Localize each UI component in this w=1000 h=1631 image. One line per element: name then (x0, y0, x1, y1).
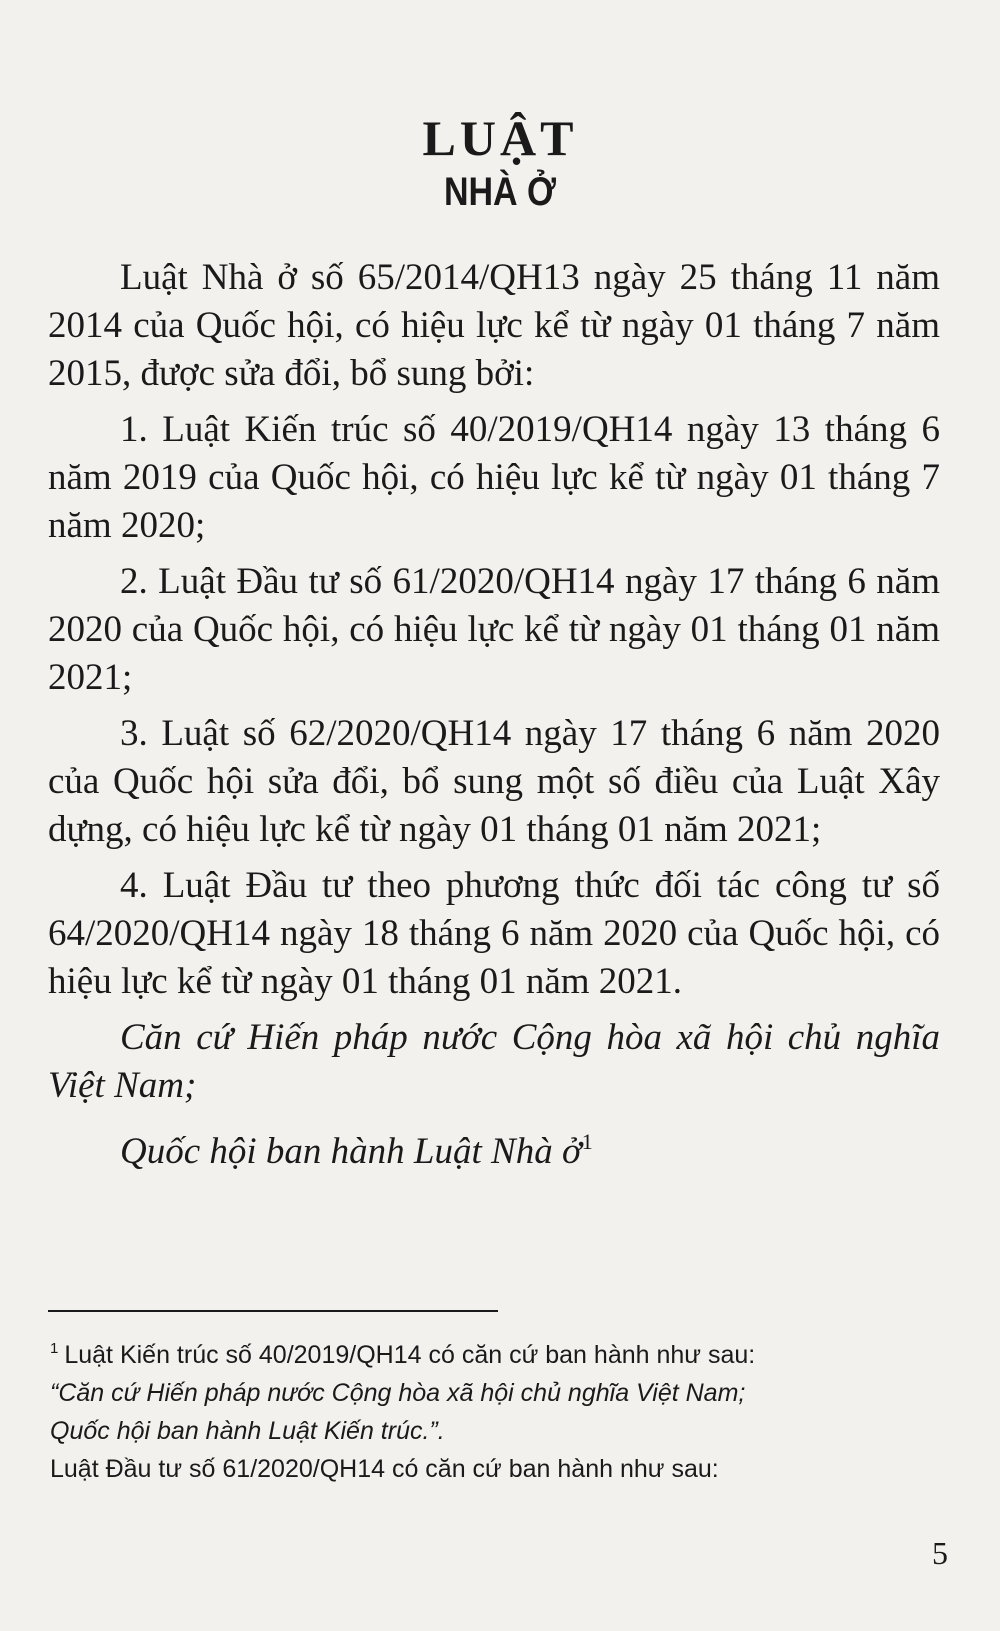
footnote-line: Quốc hội ban hành Luật Kiến trúc.”. (50, 1417, 445, 1445)
footnote-reference[interactable]: 1 (581, 1129, 593, 1154)
intro-paragraph: Luật Nhà ở số 65/2014/QH13 ngày 25 tháng 11 năm 2014 của Quốc hội, có hiệu lực kể từ ngày 01 tháng 7 năm 2015, được sửa đổi, bổ sung bởi: (48, 257, 940, 394)
amendment-item: 4. Luật Đầu tư theo phương thức đối tác công tư số 64/2020/QH14 ngày 18 tháng 6 năm 2020 của Quốc hội, có hiệu lực kể từ ngày 01 tháng 01 năm 2021. (48, 865, 940, 1002)
amendment-item: 3. Luật số 62/2020/QH14 ngày 17 tháng 6 năm 2020 của Quốc hội sửa đổi, bổ sung một số điều của Luật Xây dựng, có hiệu lực kể từ ngày 01 tháng 01 năm 2021; (48, 713, 940, 850)
footnotes (50, 1330, 930, 1488)
preamble-enactment (48, 1118, 940, 1176)
enactment-text: Quốc hội ban hành Luật Nhà ở (120, 1131, 582, 1172)
law-subtitle: NHÀ Ở (443, 170, 557, 214)
amendment-item: 1. Luật Kiến trúc số 40/2019/QH14 ngày 13 tháng 6 năm 2019 của Quốc hội, có hiệu lực kể từ ngày 01 tháng 7 năm 2020; (48, 409, 940, 546)
amendment-item: 2. Luật Đầu tư số 61/2020/QH14 ngày 17 tháng 6 năm 2020 của Quốc hội, có hiệu lực kể từ ngày 01 tháng 01 năm 2021; (48, 561, 940, 698)
footnote-number: 1 (50, 1340, 59, 1357)
preamble-basis: Căn cứ Hiến pháp nước Cộng hòa xã hội chủ nghĩa Việt Nam; (48, 1017, 940, 1106)
footnote-divider (48, 1310, 498, 1312)
footnote-line (50, 1330, 930, 1374)
footnote-line: Luật Đầu tư số 61/2020/QH14 có căn cứ ban hành như sau: (50, 1455, 719, 1483)
page-number: 5 (932, 1535, 948, 1571)
footnote-text: Luật Kiến trúc số 40/2019/QH14 có căn cứ ban hành như sau: (64, 1341, 756, 1369)
law-title: LUẬT (422, 110, 578, 166)
footnote-line: “Căn cứ Hiến pháp nước Cộng hòa xã hội chủ nghĩa Việt Nam; (50, 1379, 746, 1407)
body-text (48, 254, 940, 1184)
